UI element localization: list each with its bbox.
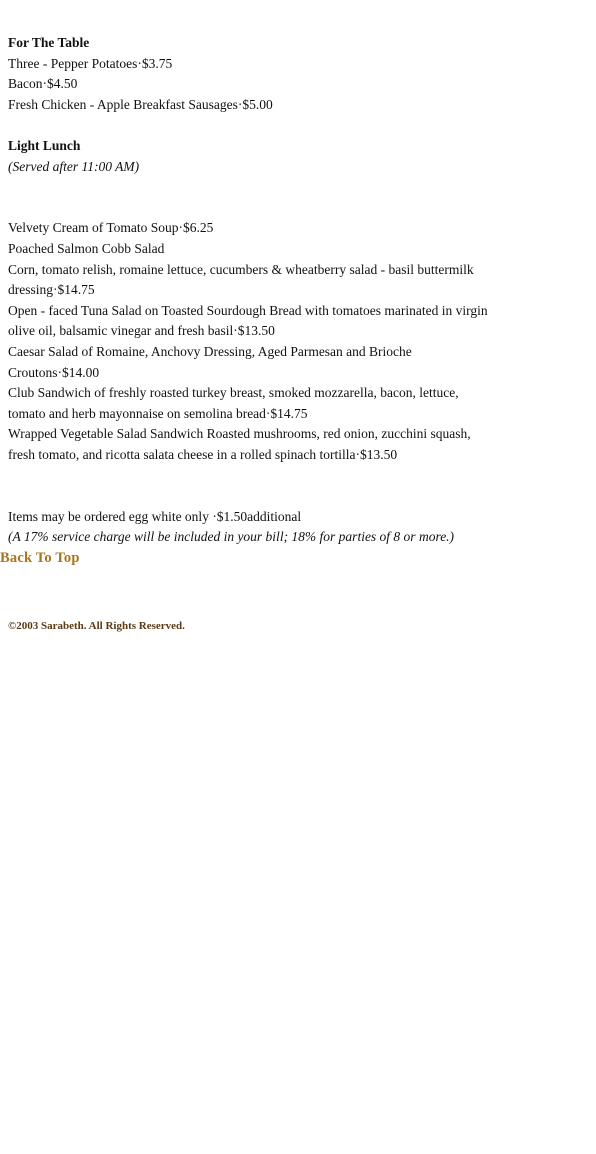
spacer	[8, 115, 564, 136]
menu-item: Poached Salmon Cobb Salad	[8, 240, 165, 256]
menu-item: fresh tomato, and ricotta salata cheese in a rolled spinach tortilla·$13.50	[8, 446, 398, 462]
section-heading-light-lunch: Light Lunch	[8, 137, 81, 153]
back-to-top-link[interactable]: Back To Top	[0, 550, 80, 566]
section-heading-for-the-table: For The Table	[8, 35, 90, 50]
menu-item: Fresh Chicken - Apple Breakfast Sausages·$5.00	[8, 96, 273, 112]
menu-item: Croutons·$14.00	[8, 364, 100, 380]
served-after-note: (Served after 11:00 AM)	[8, 158, 140, 174]
service-charge-note: (A 17% service charge will be included in your bill; 18% for parties of 8 or more.)	[8, 529, 455, 545]
menu-item: Bacon·$4.50	[8, 76, 78, 92]
menu-item: Three - Pepper Potatoes·$3.75	[8, 55, 173, 71]
menu-item: Open - faced Tuna Salad on Toasted Sourdough Bread with tomatoes marinated in virgin	[8, 302, 488, 318]
egg-white-note: Items may be ordered egg white only ·$1.50additional	[8, 508, 302, 524]
menu-item: Caesar Salad of Romaine, Anchovy Dressing, Aged Parmesan and Brioche	[8, 343, 412, 359]
spacer	[8, 465, 564, 506]
menu-item: dressing·$14.75	[8, 282, 95, 298]
copyright-notice: ©2003 Sarabeth. All Rights Reserved.	[8, 620, 185, 632]
menu-item: Velvety Cream of Tomato Soup·$6.25	[8, 220, 214, 236]
menu-item: Corn, tomato relish, romaine lettuce, cucumbers & wheatberry salad - basil buttermilk	[8, 261, 474, 277]
menu-item: Club Sandwich of freshly roasted turkey breast, smoked mozzarella, bacon, lettuce,	[8, 385, 459, 401]
menu-item: olive oil, balsamic vinegar and fresh basil·$13.50	[8, 323, 275, 339]
menu-content	[8, 33, 564, 548]
menu-item: tomato and herb mayonnaise on semolina bread·$14.75	[8, 405, 308, 421]
menu-item: Wrapped Vegetable Salad Sandwich Roasted mushrooms, red onion, zucchini squash,	[8, 426, 471, 442]
spacer	[8, 177, 564, 218]
